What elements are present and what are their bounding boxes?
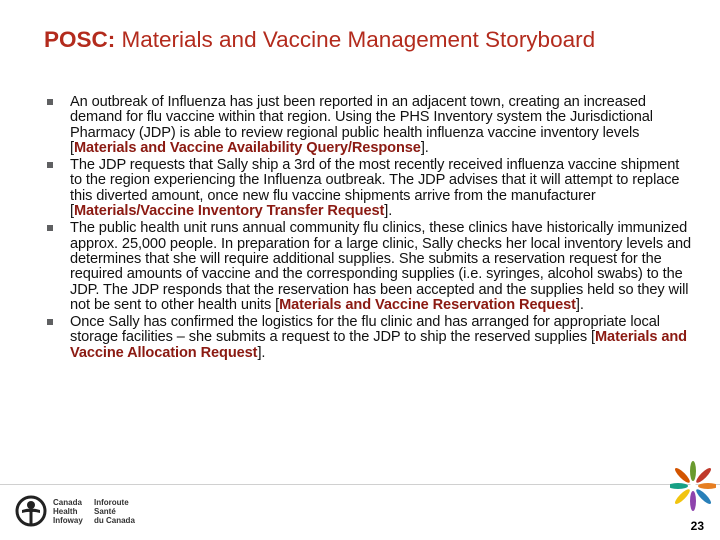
logo-text-french: Inforoute Santé du Canada [94,498,135,525]
bullet-item-2 [44,158,694,219]
bullet-emphasis: Materials/Vaccine Inventory Transfer Request [73,203,385,220]
bullet-text: The JDP requests that Sally ship a 3rd of the most recently received influenza vaccine shipment to the region experiencing the Influenza outbreak. The JDP advises that it will attempt to replace this diverted amount, once new flu vaccine shipments arrive from the manufacturer [ [70,157,680,220]
slide-title [44,24,684,55]
bullet-emphasis: Materials and Vaccine Availability Query/Response [73,139,421,156]
bullet-text: Once Sally has confirmed the logistics for the flu clinic and has arranged for appropriate local storage facilities – she submits a request to the JDP to ship the reserved supplies [ [70,314,660,346]
decorative-star-icon [670,458,716,520]
bullet-text-end: ]. [384,203,393,220]
bullet-marker [47,99,53,105]
bullet-list [44,95,694,363]
bullet-item-4 [44,315,694,361]
bullet-emphasis: Materials and Vaccine Reservation Request [279,296,576,313]
bullet-text: An outbreak of Influenza has just been reported in an adjacent town, creating an increased demand for flu vaccine within that region. Using the PHS Inventory system the Jurisdictional Pharmacy (JDP) is able to review regional public health influenza vaccine inventory levels [ [70,94,653,156]
bullet-text-end: ]. [575,296,584,313]
footer-divider [0,484,720,485]
logo-text-english: Canada Health Infoway [53,498,83,525]
infoway-logo-icon [14,494,48,528]
infoway-logo [8,490,158,534]
bullet-emphasis: Materials and Vaccine Allocation Request [70,329,687,361]
bullet-marker [47,319,53,325]
slide-title-prefix: POSC: [44,27,116,52]
bullet-item-1 [44,95,694,156]
bullet-marker [47,225,53,231]
slide-title-text: Materials and Vaccine Management Storyboard [115,27,596,52]
bullet-item-3 [44,221,694,313]
bullet-text-end: ]. [257,344,266,361]
bullet-text-end: ]. [420,139,429,156]
bullet-text: The public health unit runs annual community flu clinics, these clinics have historically immunized approx. 25,000 people. In preparation for a large clinic, Sally checks her local inventory levels and determines that she will require additional supplies. She submits a reservation request for the required amounts of vaccine and the corresponding supplies (i.e. syringes, alcohol swabs) to the JDP. The JDP responds that the reservation has been accepted and the supplies held so they will not be sent to other health units [ [70,220,692,313]
bullet-marker [47,162,53,168]
page-number: 23 [690,519,704,533]
